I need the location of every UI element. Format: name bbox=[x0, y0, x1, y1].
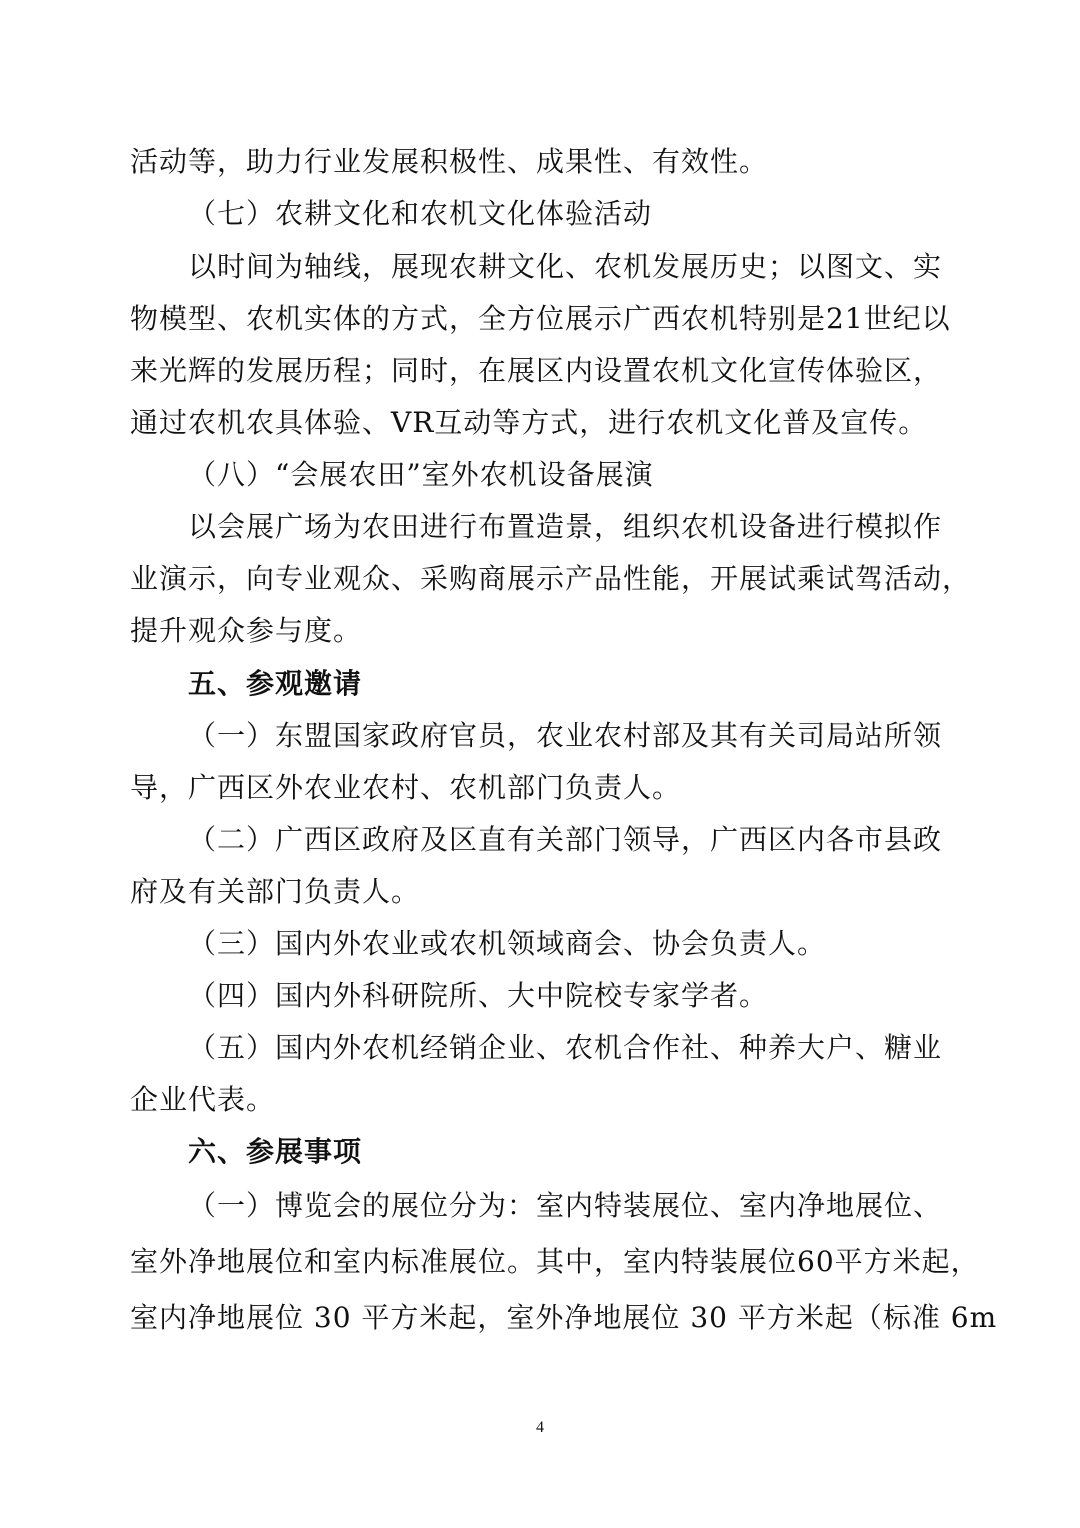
list-item: （五）国内外农机经销企业、农机合作社、种养大户、糖业 bbox=[188, 1031, 943, 1064]
list-item: （四）国内外科研院所、大中院校专家学者。 bbox=[188, 979, 769, 1012]
paragraph-line: 室内净地展位 30 平方米起，室外净地展位 30 平方米起（标准 6m bbox=[130, 1301, 998, 1334]
list-item-continuation: 府及有关部门负责人。 bbox=[130, 875, 421, 908]
paragraph-line: 提升观众参与度。 bbox=[130, 614, 363, 647]
subheading-seven: （七）农耕文化和农机文化体验活动 bbox=[188, 197, 653, 230]
paragraph-line: （一）博览会的展位分为：室内特装展位、室内净地展位、 bbox=[188, 1189, 943, 1222]
section-heading-exhibition-matters: 六、参展事项 bbox=[188, 1135, 363, 1168]
list-item-continuation: 导，广西区外农业农村、农机部门负责人。 bbox=[130, 771, 682, 804]
subheading-eight: （八）“会展农田”室外农机设备展演 bbox=[188, 458, 654, 491]
paragraph-line: 物模型、农机实体的方式，全方位展示广西农机特别是21世纪以 bbox=[130, 302, 951, 335]
list-item: （二）广西区政府及区直有关部门领导，广西区内各市县政 bbox=[188, 823, 943, 856]
page-number: 4 bbox=[536, 1419, 544, 1436]
paragraph-line: 室外净地展位和室内标准展位。其中，室内特装展位60平方米起， bbox=[130, 1245, 980, 1278]
list-item-continuation: 企业代表。 bbox=[130, 1083, 276, 1116]
paragraph-line: 来光辉的发展历程；同时，在展区内设置农机文化宣传体验区， bbox=[130, 354, 943, 387]
paragraph-line: 通过农机农具体验、VR互动等方式，进行农机文化普及宣传。 bbox=[130, 406, 928, 439]
paragraph-line: 以时间为轴线，展现农耕文化、农机发展历史；以图文、实 bbox=[188, 250, 943, 283]
paragraph-line: 以会展广场为农田进行布置造景，组织农机设备进行模拟作 bbox=[188, 510, 943, 543]
list-item: （一）东盟国家政府官员，农业农村部及其有关司局站所领 bbox=[188, 719, 943, 752]
list-item: （三）国内外农业或农机领域商会、协会负责人。 bbox=[188, 927, 827, 960]
section-heading-visit-invitation: 五、参观邀请 bbox=[188, 667, 363, 700]
paragraph-line: 业演示，向专业观众、采购商展示产品性能，开展试乘试驾活动， bbox=[130, 562, 972, 595]
paragraph-continuation-text: 活动等，助力行业发展积极性、成果性、有效性。 bbox=[130, 145, 769, 178]
